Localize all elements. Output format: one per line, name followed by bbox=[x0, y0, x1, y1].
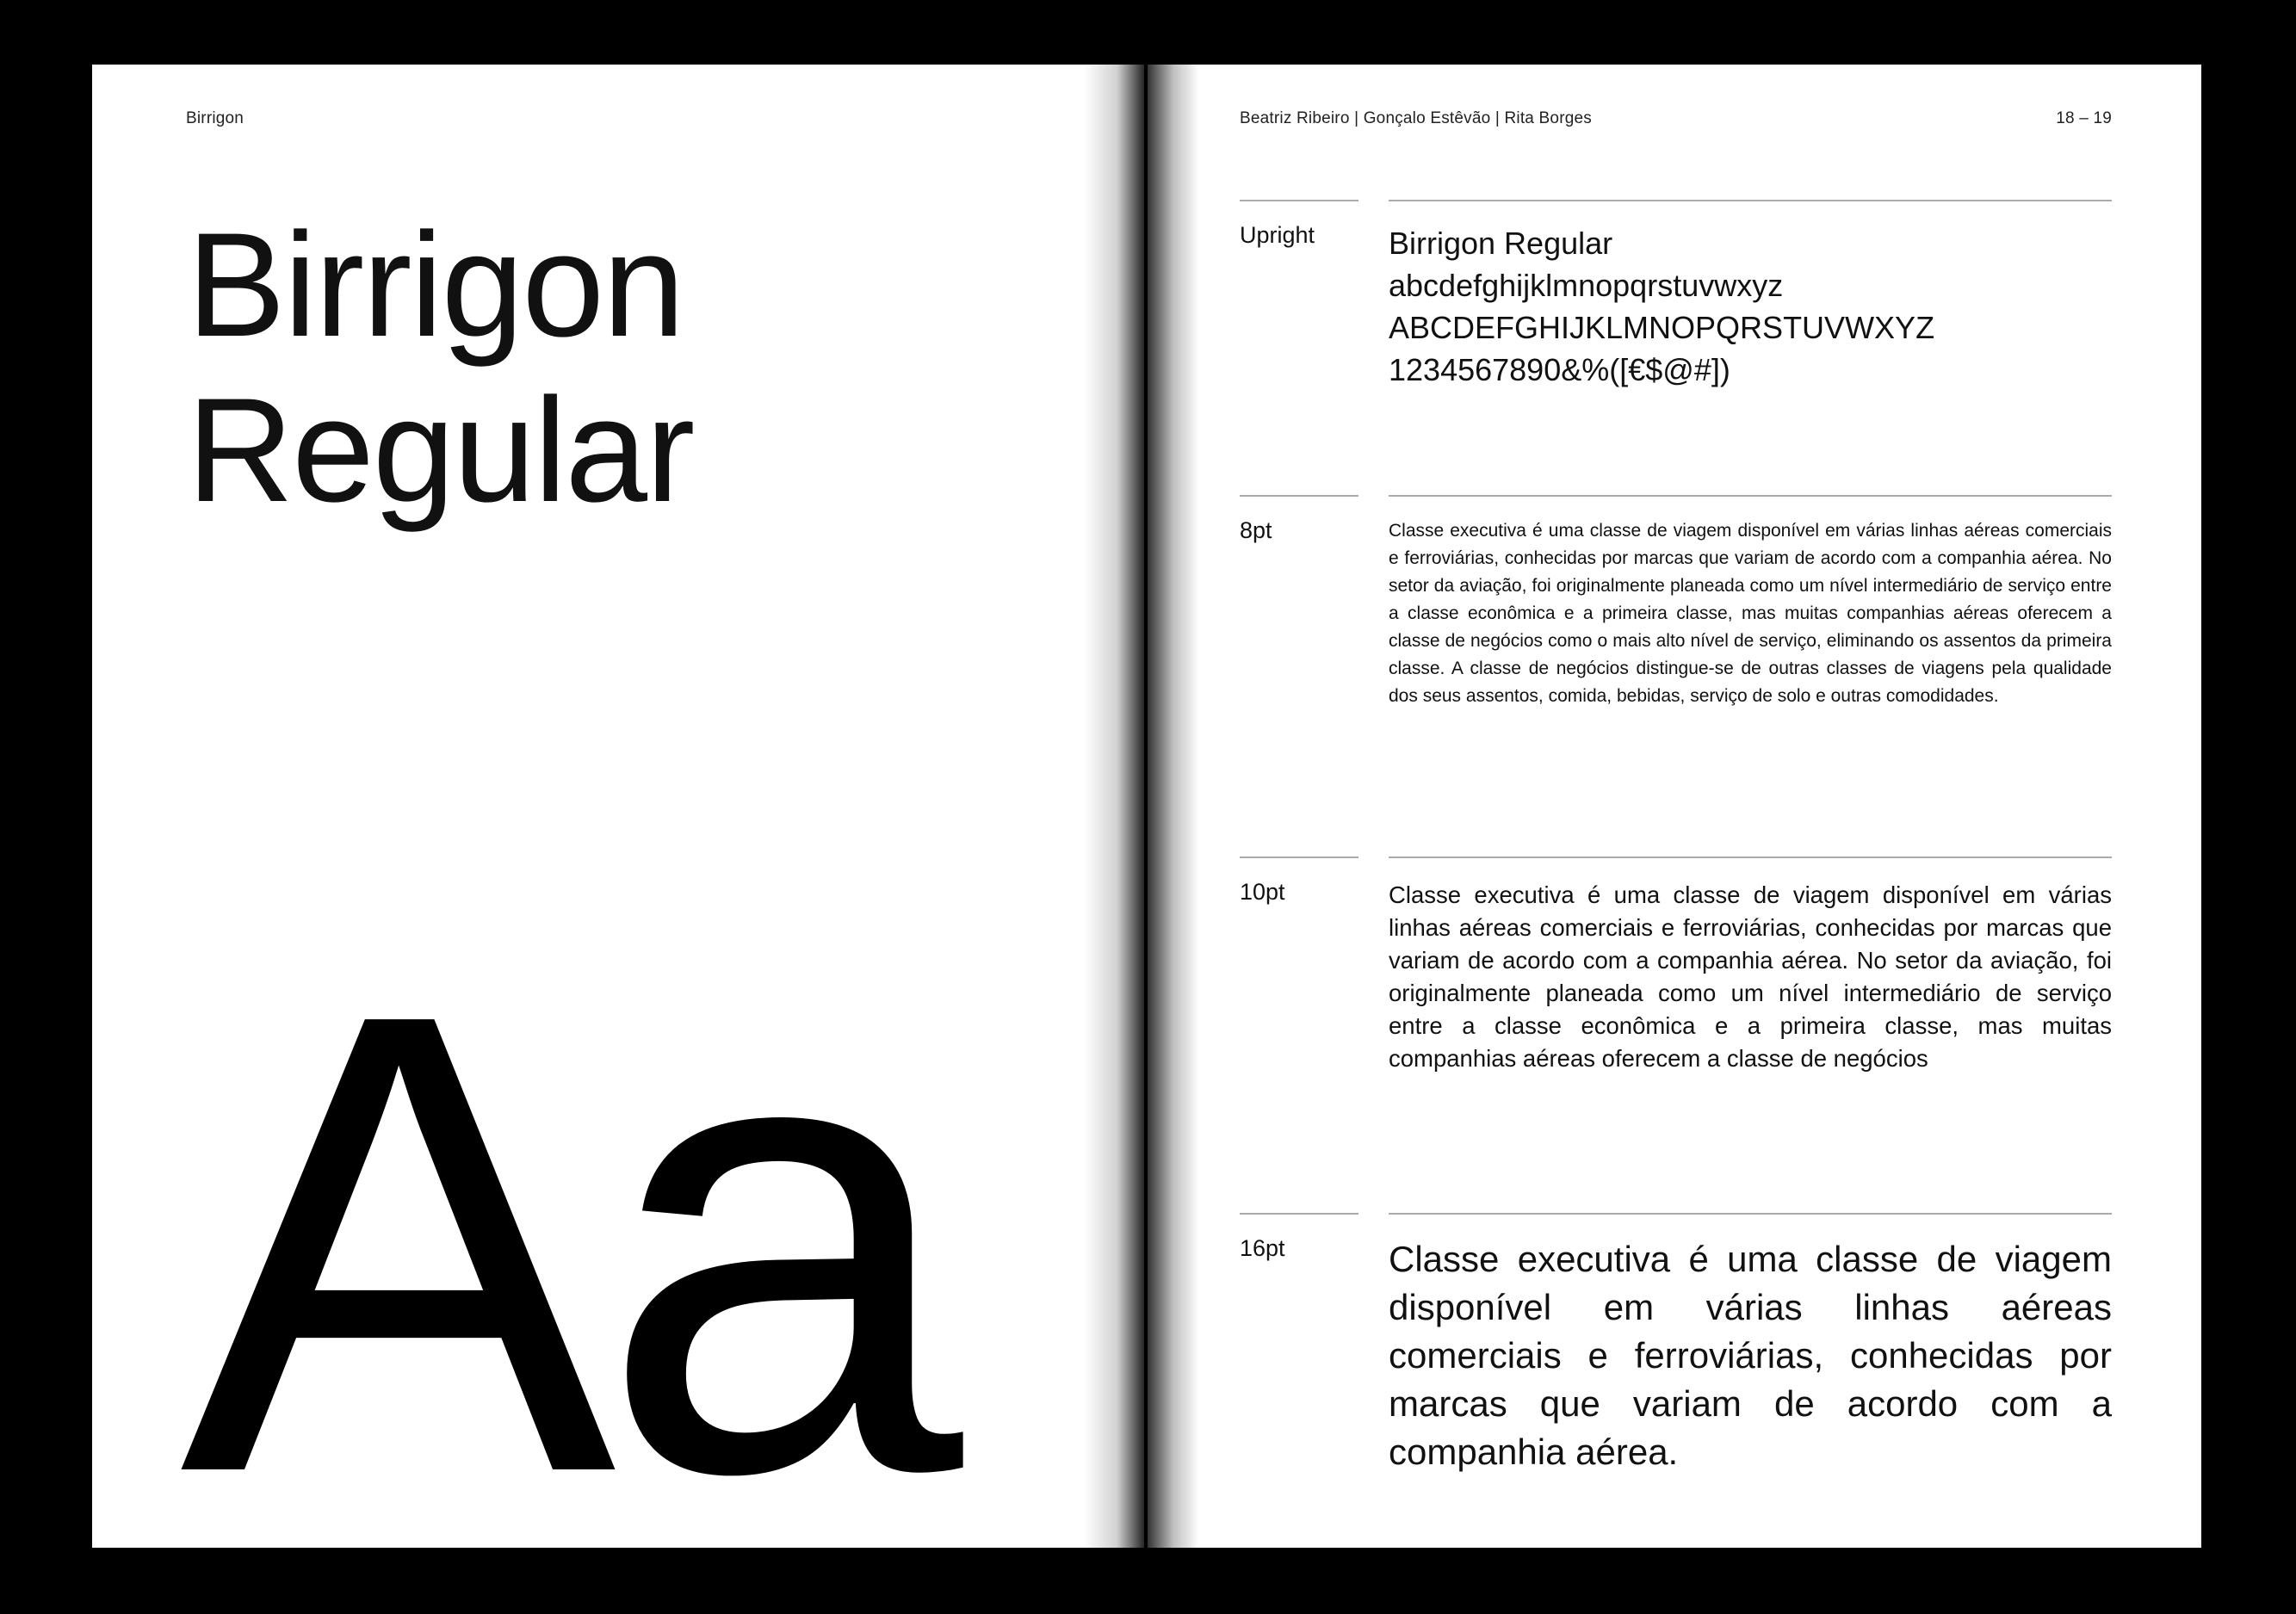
uppercase-line: ABCDEFGHIJKLMNOPQRSTUVWXYZ bbox=[1389, 310, 1935, 345]
right-page bbox=[1148, 65, 2201, 1548]
section-label: 8pt bbox=[1240, 517, 1272, 543]
section-label: Upright bbox=[1240, 222, 1315, 248]
glyph-specimen: Aa bbox=[180, 878, 946, 1548]
running-head-authors: Beatriz Ribeiro | Gonçalo Estêvão | Rita Borges bbox=[1240, 109, 1592, 127]
lowercase-line: abcdefghijklmnopqrstuvwxyz bbox=[1389, 268, 1784, 303]
divider bbox=[1240, 200, 1358, 201]
divider bbox=[1389, 856, 2112, 858]
character-set bbox=[1389, 222, 2112, 391]
font-name-line: Birrigon Regular bbox=[1389, 226, 1613, 261]
sample-paragraph: Classe executiva é uma classe de viagem disponível em várias linhas aéreas comerciais e ferroviárias, conhecidas por marcas que variam de acordo com a companhia aérea. bbox=[1389, 1239, 2112, 1472]
figures-line: 1234567890&%([€$@#]) bbox=[1389, 352, 1730, 387]
section-label: 10pt bbox=[1240, 879, 1285, 905]
running-head-left: Birrigon bbox=[186, 109, 244, 127]
title-line-2: Regular bbox=[187, 368, 694, 533]
section-label: 16pt bbox=[1240, 1235, 1285, 1261]
sample-paragraph: Classe executiva é uma classe de viagem disponível em várias linhas aéreas comerciais e ferroviárias, conhecidas por marcas que variam de acordo com a companhia aérea. No setor da aviação, foi originalmente planeada como um nível intermediário de serviço entre a classe econômica e a primeira classe, mas muitas companhias aéreas oferecem a classe de negócios como o mais alto nível de serviço, eliminando os assentos da primeira classe. A classe de negócios distingue-se de outras classes de viagens pela qualidade dos seus assentos, comida, bebidas, serviço de solo e outras comodidades. bbox=[1389, 521, 2112, 706]
divider bbox=[1240, 495, 1358, 497]
title-line-1: Birrigon bbox=[187, 202, 684, 368]
sample-paragraph: Classe executiva é uma classe de viagem disponível em várias linhas aéreas comerciais e ferroviárias, conhecidas por marcas que variam de acordo com a companhia aérea. No setor da aviação, foi originalmente planeada como um nível intermediário de serviço entre a classe econômica e a primeira classe, mas muitas companhias aéreas oferecem a classe de negócios bbox=[1389, 881, 2112, 1072]
divider bbox=[1389, 200, 2112, 201]
left-page bbox=[92, 65, 1144, 1548]
page-numbers: 18 – 19 bbox=[2056, 109, 2112, 127]
page-title bbox=[187, 202, 693, 533]
divider bbox=[1389, 495, 2112, 497]
divider bbox=[1240, 856, 1358, 858]
divider bbox=[1240, 1213, 1358, 1215]
divider bbox=[1389, 1213, 2112, 1215]
